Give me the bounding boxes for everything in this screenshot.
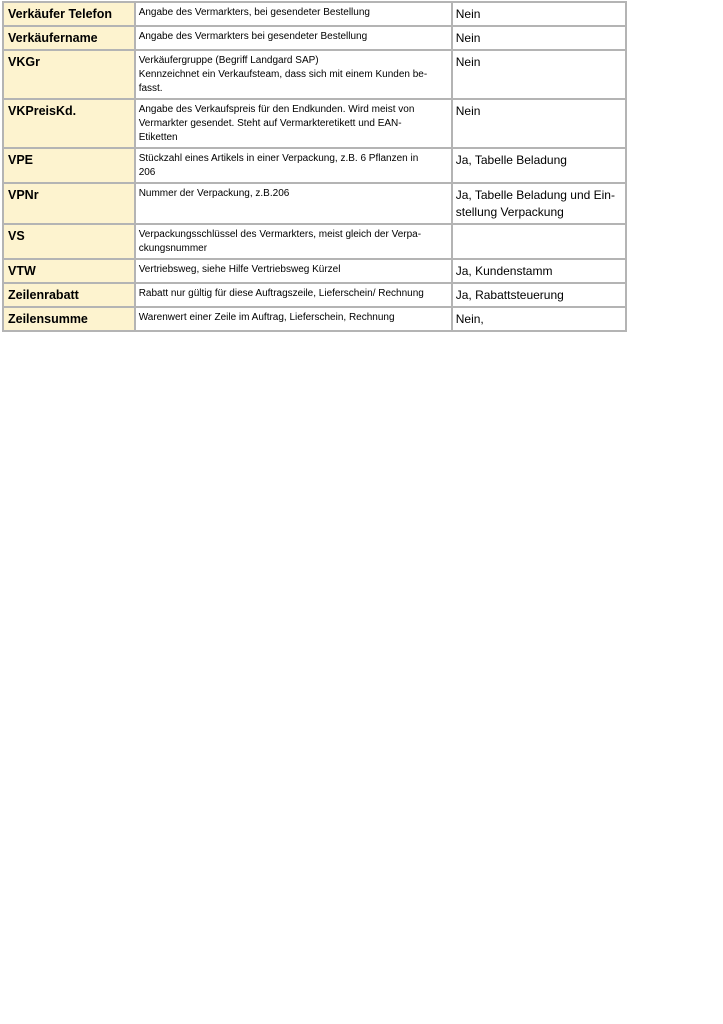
description-cell	[135, 2, 452, 26]
description-cell	[135, 224, 452, 259]
table-row	[3, 224, 626, 259]
description-cell	[135, 283, 452, 307]
reference-cell	[452, 224, 626, 259]
term-cell: Verkäufer Telefon	[3, 2, 135, 26]
description-line: Angabe des Vermarkters bei gesendeter Bestellung	[138, 31, 368, 42]
description-line: ckungsnummer	[138, 243, 208, 254]
description-line: Verkäufergruppe (Begriff Landgard SAP)	[138, 55, 319, 66]
reference-cell: Nein	[452, 2, 626, 26]
term-cell: VPE	[3, 148, 135, 183]
reference-cell: Ja, Rabattsteuerung	[452, 283, 626, 307]
term-cell: Zeilensumme	[3, 307, 135, 331]
table-row	[3, 148, 626, 183]
table-row	[3, 283, 626, 307]
table-row	[3, 2, 626, 26]
description-line: Warenwert einer Zeile im Auftrag, Lieferschein, Rechnung	[138, 312, 395, 323]
description-line: Angabe des Verkaufspreis für den Endkunden. Wird meist von	[138, 104, 415, 115]
description-line: Vermarkter gesendet. Steht auf Vermarkteretikett und EAN-	[138, 118, 402, 129]
description-line: Rabatt nur gültig für diese Auftragszeile, Lieferschein/ Rechnung	[138, 288, 424, 299]
term-cell: VPNr	[3, 183, 135, 224]
reference-cell: Ja, Kundenstamm	[452, 259, 626, 283]
reference-cell: Nein	[452, 99, 626, 148]
description-cell	[135, 26, 452, 50]
table-row	[3, 50, 626, 99]
reference-cell: Nein,	[452, 307, 626, 331]
reference-cell: Ja, Tabelle Beladung und Ein-stellung Verpackung	[452, 183, 626, 224]
glossary-table	[2, 1, 627, 332]
description-line: Etiketten	[138, 132, 178, 143]
table-row	[3, 307, 626, 331]
table-row	[3, 259, 626, 283]
description-cell	[135, 99, 452, 148]
term-cell: VS	[3, 224, 135, 259]
description-cell	[135, 50, 452, 99]
description-line: 206	[138, 167, 156, 178]
term-cell: VKPreisKd.	[3, 99, 135, 148]
term-cell: Zeilenrabatt	[3, 283, 135, 307]
description-line: Kennzeichnet ein Verkaufsteam, dass sich mit einem Kunden be-	[138, 69, 428, 80]
description-line: Stückzahl eines Artikels in einer Verpackung, z.B. 6 Pflanzen in	[138, 153, 419, 164]
term-cell: VKGr	[3, 50, 135, 99]
description-line: Vertriebsweg, siehe Hilfe Vertriebsweg Kürzel	[138, 264, 341, 275]
description-cell	[135, 148, 452, 183]
table-row	[3, 183, 626, 224]
reference-cell: Ja, Tabelle Beladung	[452, 148, 626, 183]
description-cell	[135, 259, 452, 283]
description-cell	[135, 307, 452, 331]
description-line: Verpackungsschlüssel des Vermarkters, meist gleich der Verpa-	[138, 229, 422, 240]
description-cell	[135, 183, 452, 224]
description-line: fasst.	[138, 83, 163, 94]
reference-cell: Nein	[452, 50, 626, 99]
term-cell: Verkäufername	[3, 26, 135, 50]
table-row	[3, 99, 626, 148]
table-row	[3, 26, 626, 50]
glossary-body	[3, 2, 626, 331]
term-cell: VTW	[3, 259, 135, 283]
reference-cell: Nein	[452, 26, 626, 50]
description-line: Nummer der Verpackung, z.B.206	[138, 188, 290, 199]
description-line: Angabe des Vermarkters, bei gesendeter Bestellung	[138, 7, 370, 18]
